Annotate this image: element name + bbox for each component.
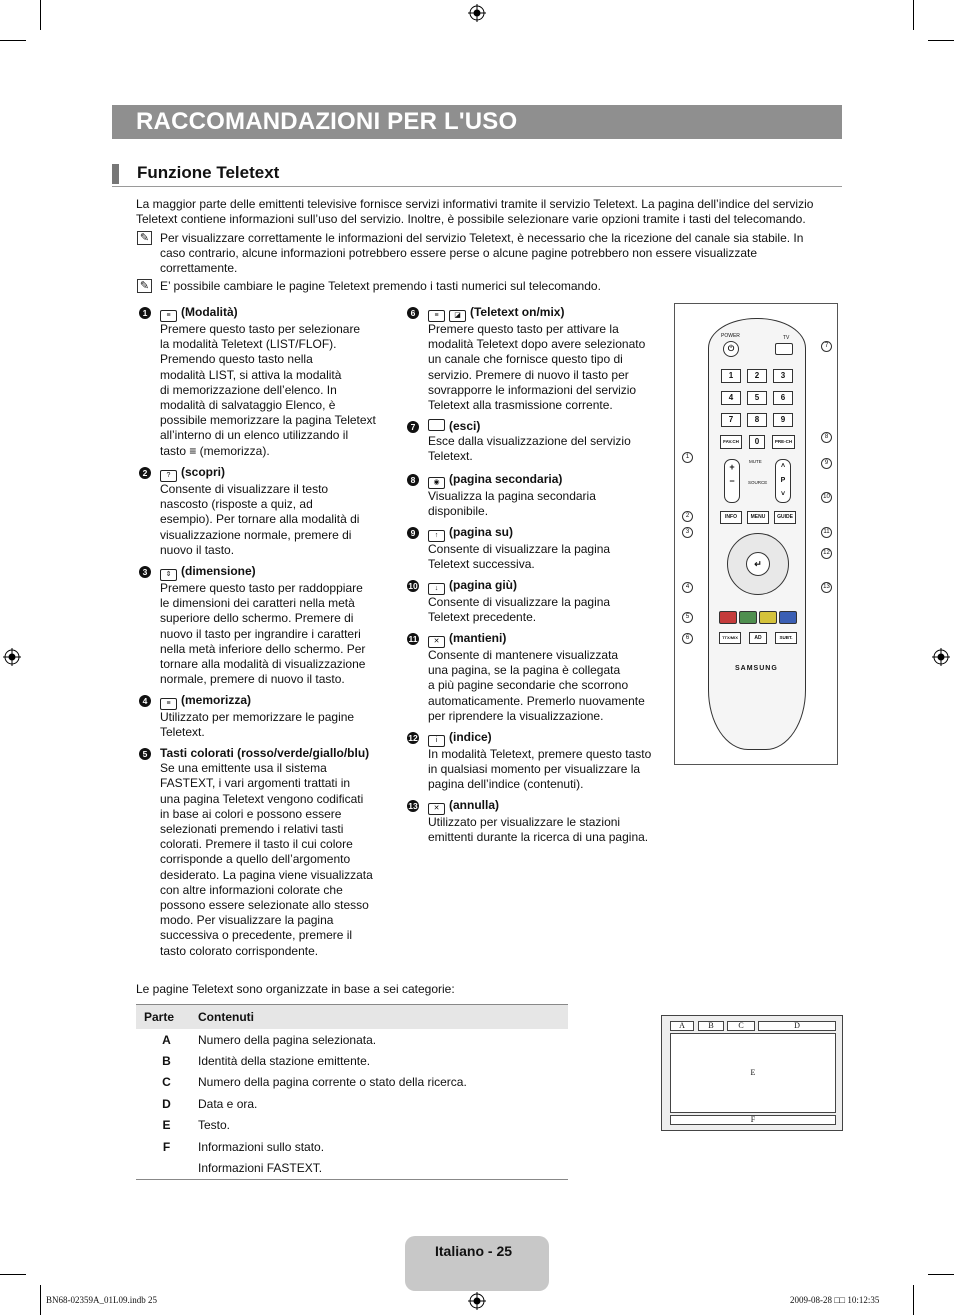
sub-page-key-icon: ◉ <box>428 477 445 489</box>
remote-callout-11: 11 <box>821 527 832 538</box>
digit-button: 3 <box>773 369 793 383</box>
digit-button: 2 <box>747 369 767 383</box>
power-button: ⏻ <box>723 341 739 357</box>
remote-callout-7: 7 <box>821 341 832 352</box>
channel-rocker: ˄ P ˅ <box>775 459 791 503</box>
screen-part-f: F <box>670 1115 836 1125</box>
table-header-contents: Contenuti <box>197 1005 568 1030</box>
section-title: Funzione Teletext <box>137 163 280 182</box>
source-label: SOURCE <box>748 480 768 485</box>
print-date: 2009-08-28 □□ 10:12:35 <box>790 1295 880 1305</box>
item-number-13: 13 <box>408 801 418 811</box>
page-number: Italiano - 25 <box>435 1243 513 1259</box>
note-2: E’ possibile cambiare le pagine Teletext premendo i tasti numerici sul telecomando. <box>160 279 601 293</box>
teletext-parts-table <box>136 1004 568 1180</box>
size-key-icon: ⇕ <box>160 569 177 581</box>
item-sub-page: ◉ (pagina secondaria) Visualizza la pagina secondaria disponibile. <box>428 472 596 519</box>
remote-callout-13: 13 <box>821 582 832 593</box>
page-title: RACCOMANDAZIONI PER L'USO <box>136 108 518 135</box>
index-key-icon: i <box>428 735 445 747</box>
item-teletext-on-mix: ≡ ◪ (Teletext on/mix) Premere questo tasto per attivare la modalità Teletext dopo avere selezionato un canale che fornisce questo tipo di servizio. Premere di nuovo il tasto per sovrapporre le informazioni del servizio Teletext alla trasmissione corrente. <box>428 305 646 413</box>
cancel-key-icon: ✕ <box>428 803 445 815</box>
remote-callout-9: 9 <box>821 458 832 469</box>
item-cancel: ✕ (annulla) Utilizzato per visualizzare le stazioni emittenti durante la ricerca di una pagina. <box>428 798 649 845</box>
table-row: E Testo. <box>162 1118 231 1133</box>
remote-callout-6: 6 <box>682 633 693 644</box>
crop-mark <box>40 1285 41 1315</box>
remote-callout-2: 2 <box>682 511 693 522</box>
table-row: Informazioni FASTEXT. <box>136 1157 568 1179</box>
mix-key-icon: ◪ <box>449 310 466 322</box>
item-number-11: 11 <box>408 634 418 644</box>
table-header-row <box>136 1005 568 1030</box>
item-hold: ✕ (mantieni) Consente di mantenere visualizzata una pagina, se la pagina è collegata a più pagine secondarie che scorrono automaticamente. Premerlo nuovamente per riprendere la visualizzazione. <box>428 631 645 723</box>
screen-part-b: B <box>698 1021 724 1031</box>
guide-button: GUIDE <box>774 511 796 524</box>
registration-mark-icon <box>3 648 21 666</box>
screen-part-a: A <box>670 1021 694 1031</box>
item-number-7: 7 <box>407 421 419 433</box>
crop-mark <box>928 1274 954 1275</box>
remote-callout-12: 12 <box>821 548 832 559</box>
screen-part-c: C <box>727 1021 755 1031</box>
exit-key-icon <box>428 419 445 431</box>
digit-button: 7 <box>721 413 741 427</box>
crop-mark <box>0 40 26 41</box>
item-index: i (indice) In modalità Teletext, premere questo tasto in qualsiasi momento per visualizzare la pagina dell’indice (contenuti). <box>428 730 652 792</box>
note-1: Per visualizzare correttamente le informazioni del servizio Teletext, è necessario che la ricezione del canale sia stabile. In caso contrario, alcune informazioni potrebbero essere perse o alcune pagine potrebbero non essere visualizzate correttamente. <box>160 231 804 276</box>
digit-button: 5 <box>747 391 767 405</box>
reveal-key-icon: ? <box>160 470 177 482</box>
item-number-2: 2 <box>139 467 151 479</box>
item-number-4: 4 <box>139 695 151 707</box>
registration-mark-icon <box>468 1292 486 1310</box>
remote-callout-3: 3 <box>682 527 693 538</box>
remote-control-illustration <box>708 318 806 750</box>
crop-mark <box>928 40 954 41</box>
note-icon: ✎ <box>137 231 152 245</box>
remote-callout-1: 1 <box>682 452 693 463</box>
screen-part-e: E <box>670 1033 836 1113</box>
registration-mark-icon <box>468 4 486 22</box>
menu-button: MENU <box>747 511 769 524</box>
brand-logo: SAMSUNG <box>735 665 778 672</box>
item-number-1: 1 <box>139 307 151 319</box>
fav-ch-button: FAV.CH <box>720 435 742 449</box>
remote-callout-8: 8 <box>821 432 832 443</box>
color-key-green <box>739 611 757 624</box>
table-intro: Le pagine Teletext sono organizzate in base a sei categorie: <box>136 982 455 996</box>
subt-button: SUBT. <box>775 632 797 644</box>
note-icon: ✎ <box>137 279 152 293</box>
file-info: BN68-02359A_01L09.indb 25 <box>46 1295 157 1305</box>
info-button: INFO <box>720 511 742 524</box>
mute-label: MUTE <box>749 459 762 464</box>
ad-button: AD <box>749 632 767 644</box>
registration-mark-icon <box>932 648 950 666</box>
intro-paragraph: La maggior parte delle emittenti televisive fornisce servizi informativi tramite il servizio Teletext. La pagina dell’indice del servizio Teletext contiene informazioni sull’uso del servizio. Inoltre, è possibile selezionare varie opzioni tramite i tasti del telecomando. <box>136 197 814 227</box>
item-page-down: ↓ (pagina giù) Consente di visualizzare la pagina Teletext precedente. <box>428 578 611 625</box>
item-reveal: ? (scopri) Consente di visualizzare il testo nascosto (risposte a quiz, ad esempio). Per tornare alla modalità di visualizzazione normale, premere di nuovo il tasto. <box>160 465 360 557</box>
item-page-up: ↑ (pagina su) Consente di visualizzare la pagina Teletext successiva. <box>428 525 611 572</box>
table-row: D Data e ora. <box>162 1096 258 1111</box>
item-store: ≡ (memorizza) Utilizzato per memorizzare le pagine Teletext. <box>160 693 355 740</box>
item-number-12: 12 <box>408 733 418 743</box>
pre-ch-button: PRE-CH <box>772 435 795 449</box>
power-label: POWER <box>721 333 740 339</box>
item-color-keys: Tasti colorati (rosso/verde/giallo/blu) Se una emittente usa il sistema FASTEXT, i vari argomenti trattati in una pagina Teletext vengono codificati in base ai colori e possono essere selezionati premendo i relativi tasti colorati. Premere il tasto il cui colore corrisponde a quello dell’argomento desiderato. La pagina viene visualizzata con altre informazioni colorate che possono essere selezionate allo stesso modo. Per visualizzare la pagina successiva o precedente, premere il tasto colorato corrispondente. <box>160 746 373 958</box>
crop-mark <box>913 1285 914 1315</box>
digit-button: 9 <box>773 413 793 427</box>
page-title-bar <box>112 105 842 139</box>
screen-part-d: D <box>758 1021 836 1031</box>
enter-button: ↵ <box>746 552 770 576</box>
color-key-red <box>719 611 737 624</box>
section-divider <box>112 186 842 187</box>
tv-label: TV <box>783 335 790 341</box>
remote-callout-4: 4 <box>682 582 693 593</box>
table-header-part: Parte <box>136 1005 197 1030</box>
digit-button: 1 <box>721 369 741 383</box>
store-key-icon: ≡ <box>160 698 177 710</box>
item-number-3: 3 <box>139 566 151 578</box>
page-number-tab <box>405 1236 549 1291</box>
item-number-5: 5 <box>139 748 151 760</box>
digit-button: 4 <box>721 391 741 405</box>
mode-key-icon: ≡ <box>160 310 177 322</box>
remote-callout-10: 10 <box>821 492 832 503</box>
table-row: B Identità della stazione emittente. <box>162 1054 371 1069</box>
teletext-screen-diagram <box>661 1015 843 1131</box>
crop-mark <box>0 1274 26 1275</box>
digit-button: 6 <box>773 391 793 405</box>
color-key-yellow <box>759 611 777 624</box>
teletext-key-icon: ≡ <box>428 310 445 322</box>
section-marker <box>112 164 119 184</box>
crop-mark <box>913 0 914 30</box>
remote-callout-5: 5 <box>682 612 693 623</box>
digit-button: 8 <box>747 413 767 427</box>
color-key-blue <box>779 611 797 624</box>
table-row: A Numero della pagina selezionata. <box>162 1032 377 1047</box>
table-row: C Numero della pagina corrente o stato della ricerca. <box>162 1075 467 1090</box>
volume-rocker: + − <box>724 459 740 503</box>
crop-mark <box>40 0 41 30</box>
item-number-6: 6 <box>407 307 419 319</box>
item-exit: (esci) Esce dalla visualizzazione del servizio Teletext. <box>428 419 631 464</box>
item-number-10: 10 <box>408 581 418 591</box>
page-up-key-icon: ↑ <box>428 530 445 542</box>
table-row: F Informazioni sullo stato. <box>162 1139 325 1154</box>
tv-button <box>775 343 793 355</box>
ttx-mix-button: TTX/MIX <box>719 632 741 644</box>
digit-zero-button: 0 <box>749 435 765 449</box>
item-size: ⇕ (dimensione) Premere questo tasto per raddoppiare le dimensioni dei caratteri nella metà superiore dello schermo. Premere di nuovo il tasto per ingrandire i caratteri nella metà inferiore dello schermo. Per tornare alla modalità di visualizzazione normale, premere di nuovo il tasto. <box>160 564 366 687</box>
page-down-key-icon: ↓ <box>428 583 445 595</box>
item-number-9: 9 <box>407 527 419 539</box>
item-number-8: 8 <box>407 474 419 486</box>
hold-key-icon: ✕ <box>428 636 445 648</box>
item-mode: ≡ (Modalità) Premere questo tasto per selezionare la modalità Teletext (LIST/FLOF). Premendo questo tasto nella modalità LIST, si attiva la modalità di memorizzazione dell’elenco. In modalità di salvataggio Elenco, è possibile memorizzare la pagina Teletext all’interno di un elenco utilizzando il tasto ≡ (memorizza). <box>160 305 376 458</box>
